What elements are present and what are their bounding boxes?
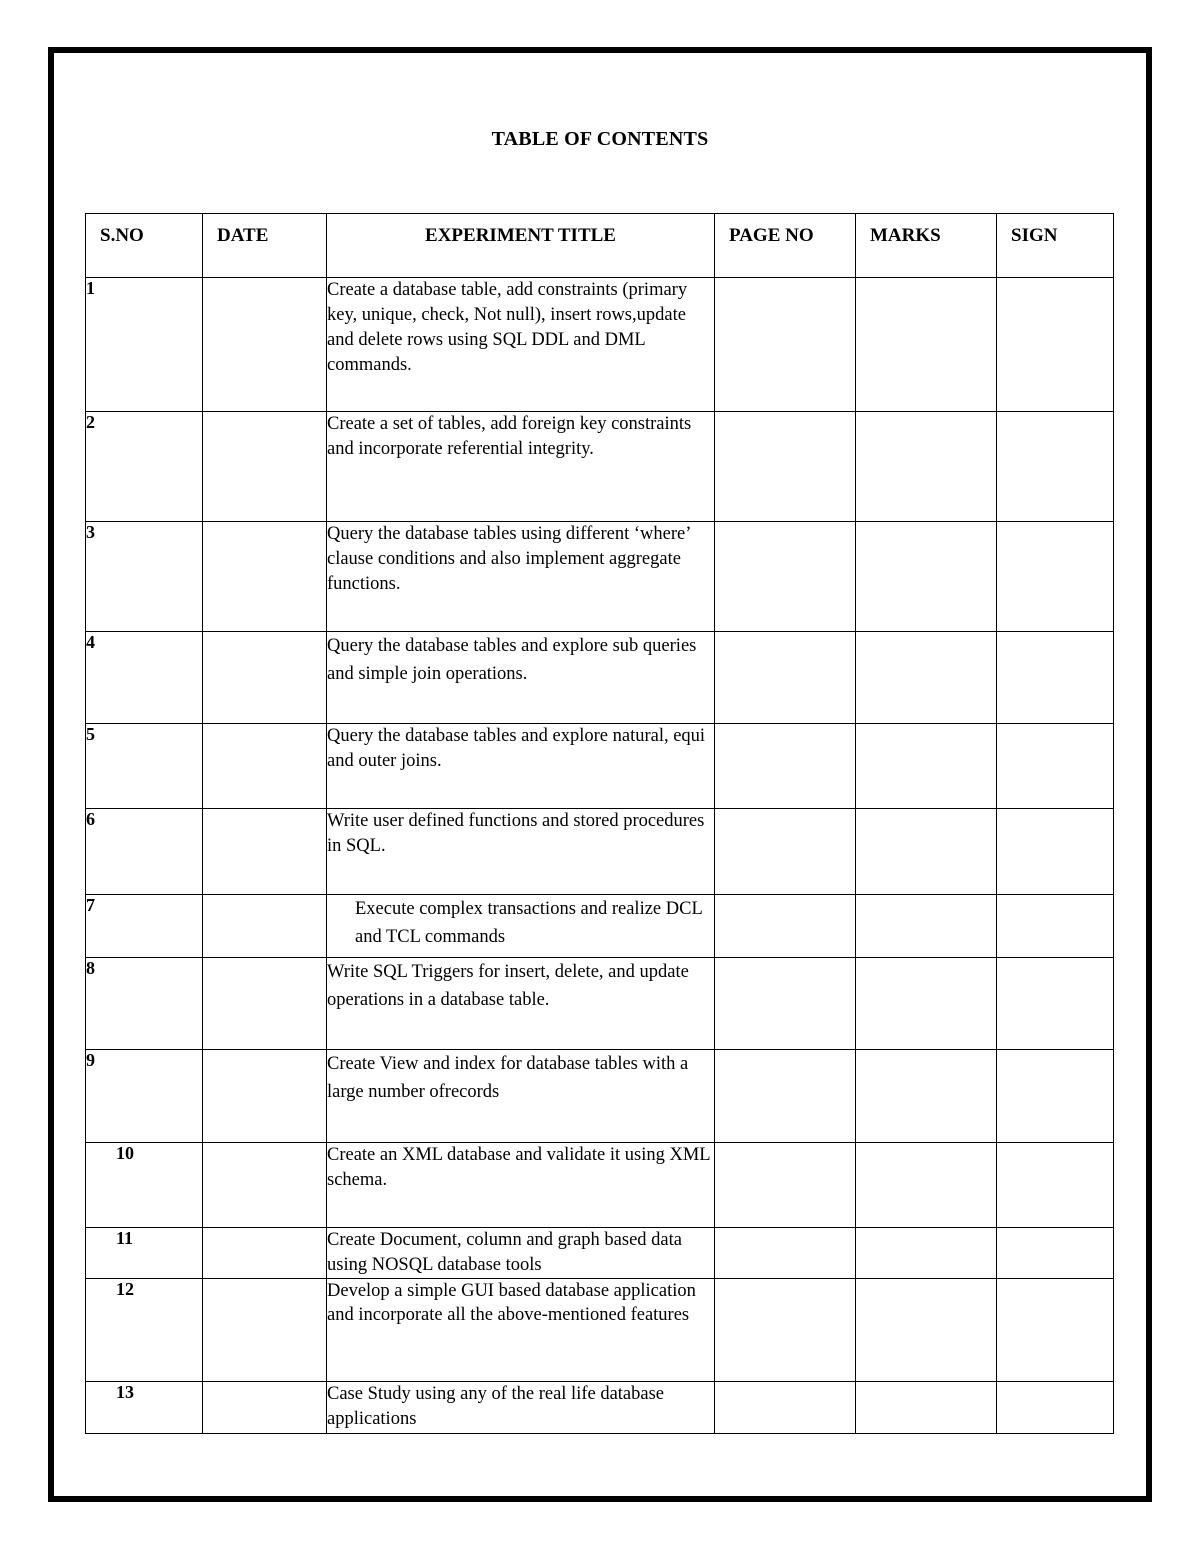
row-date: [203, 1143, 327, 1228]
row-sign: [997, 1143, 1114, 1228]
row-sign: [997, 895, 1114, 958]
contents-table: [85, 213, 1114, 1434]
row-date: [203, 632, 327, 724]
row-sno: 10: [86, 1143, 203, 1228]
row-sign: [997, 809, 1114, 895]
row-marks: [856, 1382, 997, 1434]
table-row: [86, 632, 1114, 724]
row-sno: 4: [86, 632, 203, 724]
header-marks: MARKS: [856, 214, 997, 278]
table-row: [86, 724, 1114, 809]
row-marks: [856, 632, 997, 724]
row-experiment-title: Create View and index for database tables with a large number ofrecords: [327, 1050, 715, 1143]
row-sno: 7: [86, 895, 203, 958]
table-row: [86, 278, 1114, 412]
table-row: [86, 522, 1114, 632]
row-marks: [856, 1279, 997, 1382]
row-marks: [856, 412, 997, 522]
row-experiment-title: Create a set of tables, add foreign key constraints and incorporate referential integrity.: [327, 412, 715, 522]
row-date: [203, 1382, 327, 1434]
row-experiment-title: Develop a simple GUI based database application and incorporate all the above-mentioned features: [327, 1279, 715, 1382]
row-date: [203, 1279, 327, 1382]
row-sno: 5: [86, 724, 203, 809]
row-marks: [856, 895, 997, 958]
row-page-no: [715, 724, 856, 809]
table-row: [86, 1228, 1114, 1279]
row-sno: 3: [86, 522, 203, 632]
header-row: [86, 214, 1114, 278]
row-sign: [997, 1228, 1114, 1279]
header-page-no-label: PAGE NO: [729, 225, 814, 246]
row-page-no: [715, 1143, 856, 1228]
row-page-no: [715, 895, 856, 958]
row-sno: 9: [86, 1050, 203, 1143]
row-sign: [997, 1279, 1114, 1382]
row-sign: [997, 278, 1114, 412]
row-experiment-title: Query the database tables and explore sub queries and simple join operations.: [327, 632, 715, 724]
row-marks: [856, 958, 997, 1050]
row-page-no: [715, 1279, 856, 1382]
row-sno: 6: [86, 809, 203, 895]
row-marks: [856, 724, 997, 809]
row-experiment-title: Write user defined functions and stored procedures in SQL.: [327, 809, 715, 895]
header-date: DATE: [203, 214, 327, 278]
table-row: [86, 1050, 1114, 1143]
row-marks: [856, 278, 997, 412]
row-date: [203, 278, 327, 412]
row-sign: [997, 724, 1114, 809]
row-sno: 8: [86, 958, 203, 1050]
row-experiment-title: Query the database tables and explore natural, equi and outer joins.: [327, 724, 715, 809]
table-row: [86, 412, 1114, 522]
table-row: [86, 1143, 1114, 1228]
row-marks: [856, 1143, 997, 1228]
row-marks: [856, 1228, 997, 1279]
row-page-no: [715, 1228, 856, 1279]
header-experiment-title: EXPERIMENT TITLE: [327, 214, 715, 278]
row-page-no: [715, 412, 856, 522]
row-page-no: [715, 632, 856, 724]
row-date: [203, 1050, 327, 1143]
row-sno: 1: [86, 278, 203, 412]
row-experiment-title: Case Study using any of the real life database applications: [327, 1382, 715, 1434]
row-page-no: [715, 1050, 856, 1143]
row-page-no: [715, 809, 856, 895]
row-marks: [856, 1050, 997, 1143]
row-date: [203, 522, 327, 632]
table-row: [86, 958, 1114, 1050]
row-experiment-title: Write SQL Triggers for insert, delete, and update operations in a database table.: [327, 958, 715, 1050]
row-sno: 11: [86, 1228, 203, 1279]
row-sign: [997, 1050, 1114, 1143]
row-sno: 12: [86, 1279, 203, 1382]
row-marks: [856, 522, 997, 632]
row-page-no: [715, 1382, 856, 1434]
row-sign: [997, 632, 1114, 724]
row-date: [203, 1228, 327, 1279]
row-marks: [856, 809, 997, 895]
header-sno: S.NO: [86, 214, 203, 278]
row-experiment-title: Execute complex transactions and realize DCL and TCL commands: [327, 895, 715, 958]
header-page-no: [715, 214, 856, 278]
row-date: [203, 412, 327, 522]
row-experiment-title: Query the database tables using different ‘where’ clause conditions and also implement aggregate functions.: [327, 522, 715, 632]
row-sno: 2: [86, 412, 203, 522]
row-experiment-title: Create a database table, add constraints (primary key, unique, check, Not null), insert rows,update and delete rows using SQL DDL and DML commands.: [327, 278, 715, 412]
row-sign: [997, 1382, 1114, 1434]
table-row: [86, 895, 1114, 958]
row-sign: [997, 958, 1114, 1050]
row-date: [203, 809, 327, 895]
row-experiment-title: Create an XML database and validate it using XML schema.: [327, 1143, 715, 1228]
row-sign: [997, 412, 1114, 522]
table-row: [86, 809, 1114, 895]
header-sign: SIGN: [997, 214, 1114, 278]
table-row: [86, 1279, 1114, 1382]
row-sno: 13: [86, 1382, 203, 1434]
row-experiment-title: Create Document, column and graph based data using NOSQL database tools: [327, 1228, 715, 1279]
row-date: [203, 958, 327, 1050]
row-date: [203, 724, 327, 809]
table-row: [86, 1382, 1114, 1434]
page-title: TABLE OF CONTENTS: [491, 128, 709, 150]
row-page-no: [715, 522, 856, 632]
row-page-no: [715, 958, 856, 1050]
row-sign: [997, 522, 1114, 632]
row-date: [203, 895, 327, 958]
row-page-no: [715, 278, 856, 412]
